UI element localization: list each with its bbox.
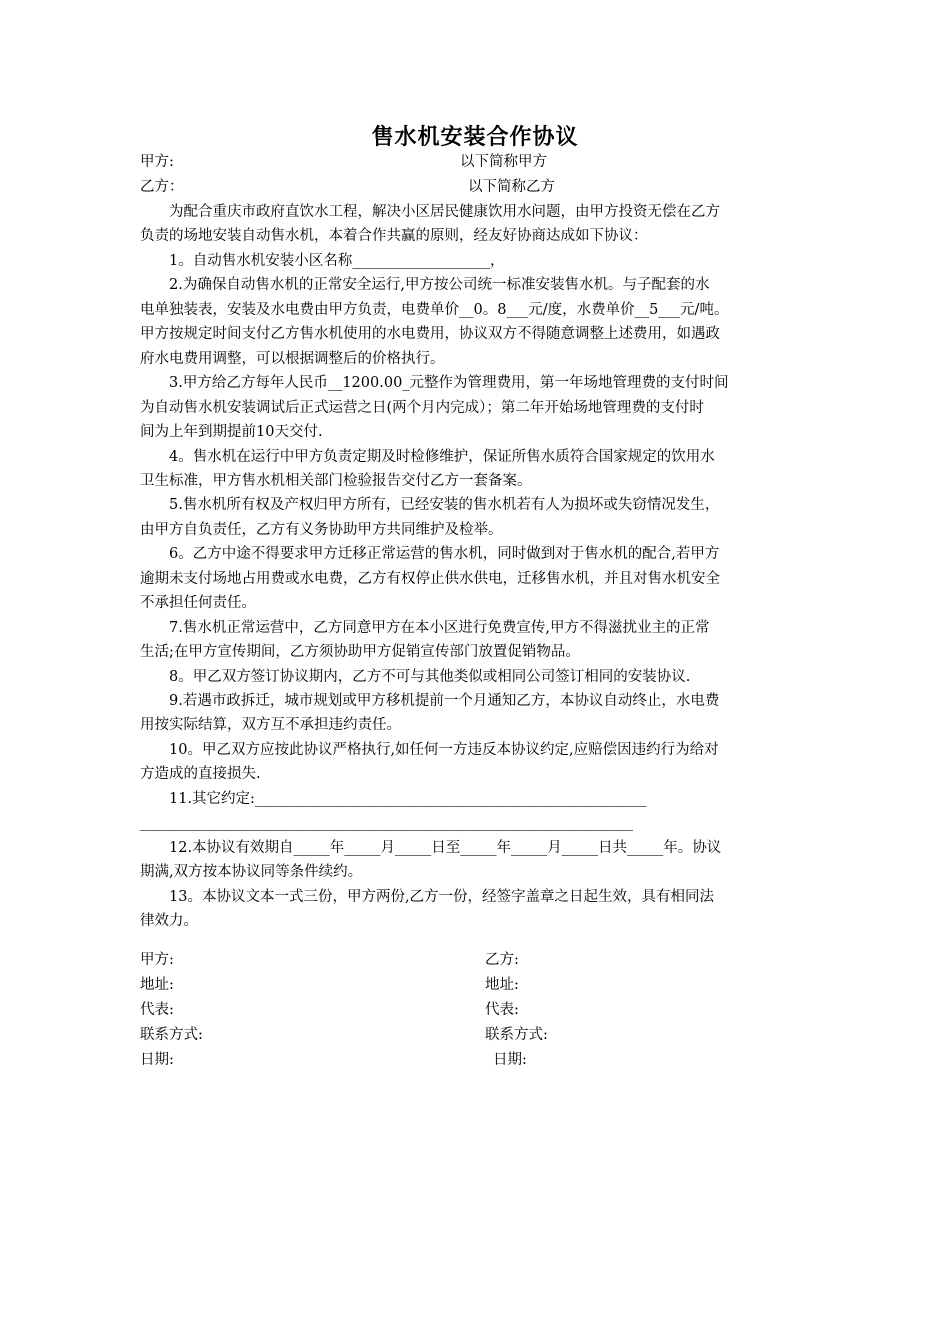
- party-b-line: [140, 175, 555, 199]
- body-line: 1。自动售水机安装小区名称___________________，: [140, 252, 505, 269]
- body-line: 方造成的直接损失.: [140, 766, 261, 783]
- body-line: 3.甲方给乙方每年人民币__1200.00_元整作为管理费用，第一年场地管理费的支付时间: [140, 375, 729, 392]
- body-line: 7.售水机正常运营中，乙方同意甲方在本小区进行免费宣传,甲方不得滋扰业主的正常: [140, 619, 710, 636]
- body-line: 5.售水机所有权及产权归甲方所有，已经安装的售水机若有人为损坏或失窃情况发生，: [140, 497, 720, 514]
- body-line: 负责的场地安装自动售水机，本着合作共赢的原则，经友好协商达成如下协议：: [140, 228, 648, 245]
- body-line: 由甲方自负责任，乙方有义务协助甲方共同维护及检举。: [140, 521, 503, 538]
- body-line: 生活;在甲方宣传期间，乙方须协助甲方促销宣传部门放置促销物品。: [140, 644, 580, 661]
- body-line: 逾期未支付场地占用费或水电费，乙方有权停止供水供电，迁移售水机，并且对售水机安全: [140, 570, 720, 587]
- body-line: 卫生标准，甲方售水机相关部门检验报告交付乙方一套备案。: [140, 472, 532, 489]
- sig-right-date: 日期:: [493, 1052, 527, 1068]
- body-line: 律效力。: [140, 913, 198, 930]
- body-line: 不承担任何责任。: [140, 595, 256, 612]
- body-line: 间为上年到期提前10天交付.: [140, 424, 323, 441]
- sig-left-date: 日期:: [140, 1052, 174, 1068]
- sig-left-party: 甲方:: [140, 952, 174, 968]
- body-line: ____________________________________________________________________: [140, 815, 633, 832]
- body-line: 12.本协议有效期自_____年_____月_____日至_____年_____月_____日共_____年。协议: [140, 839, 722, 856]
- sig-right-address: 地址:: [485, 977, 519, 993]
- party-a-line: [140, 150, 547, 174]
- party-a-label: 甲方:: [140, 154, 174, 170]
- body-line: 6。乙方中途不得要求甲方迁移正常运营的售水机，同时做到对于售水机的配合,若甲方: [140, 546, 720, 563]
- sig-right-party: 乙方:: [485, 952, 519, 968]
- body-line: 9.若遇市政拆迁，城市规划或甲方移机提前一个月通知乙方，本协议自动终止，水电费: [140, 693, 720, 709]
- body-line: 电单独装表，安装及水电费由甲方负责，电费单价__0。8___元/度，水费单价__5___元/吨。: [140, 301, 729, 318]
- party-b-label: 乙方：: [140, 179, 184, 195]
- sig-right-representative: 代表:: [485, 1002, 519, 1018]
- body-line: 府水电费用调整，可以根据调整后的价格执行。: [140, 350, 445, 367]
- document-title: 售水机安装合作协议: [371, 124, 579, 150]
- body-line: 10。甲乙双方应按此协议严格执行,如任何一方违反本协议约定,应赔偿因违约行为给对: [140, 741, 719, 758]
- body-line: 8。甲乙双方签订协议期内，乙方不可与其他类似或相同公司签订相同的安装协议.: [140, 668, 691, 685]
- party-a-note: 以下简称甲方: [460, 154, 547, 170]
- sig-left-contact: 联系方式:: [140, 1027, 203, 1043]
- body-line: 2.为确保自动售水机的正常安全运行,甲方按公司统一标准安装售水机。与子配套的水: [140, 277, 710, 294]
- body-line: 11.其它约定:______________________________________________________: [140, 790, 647, 807]
- body-line: 甲方按规定时间支付乙方售水机使用的水电费用，协议双方不得随意调整上述费用，如遇政: [140, 326, 720, 343]
- body-line: 期满,双方按本协议同等条件续约。: [140, 864, 363, 881]
- body-line: 为自动售水机安装调试后正式运营之日(两个月内完成）；第二年开始场地管理费的支付时: [140, 399, 704, 416]
- body-line: 为配合重庆市政府直饮水工程，解决小区居民健康饮用水问题，由甲方投资无偿在乙方: [140, 204, 720, 220]
- sig-left-address: 地址:: [140, 977, 174, 993]
- sig-right-contact: 联系方式:: [485, 1027, 548, 1043]
- party-b-note: 以下简称乙方: [468, 179, 555, 195]
- body-line: 4。售水机在运行中甲方负责定期及时检修维护，保证所售水质符合国家规定的饮用水: [140, 448, 715, 465]
- body-line: 用按实际结算，双方互不承担违约责任。: [140, 717, 401, 734]
- body-line: 13。本协议文本一式三份，甲方两份,乙方一份，经签字盖章之日起生效，具有相同法: [140, 888, 715, 905]
- sig-left-representative: 代表:: [140, 1002, 174, 1018]
